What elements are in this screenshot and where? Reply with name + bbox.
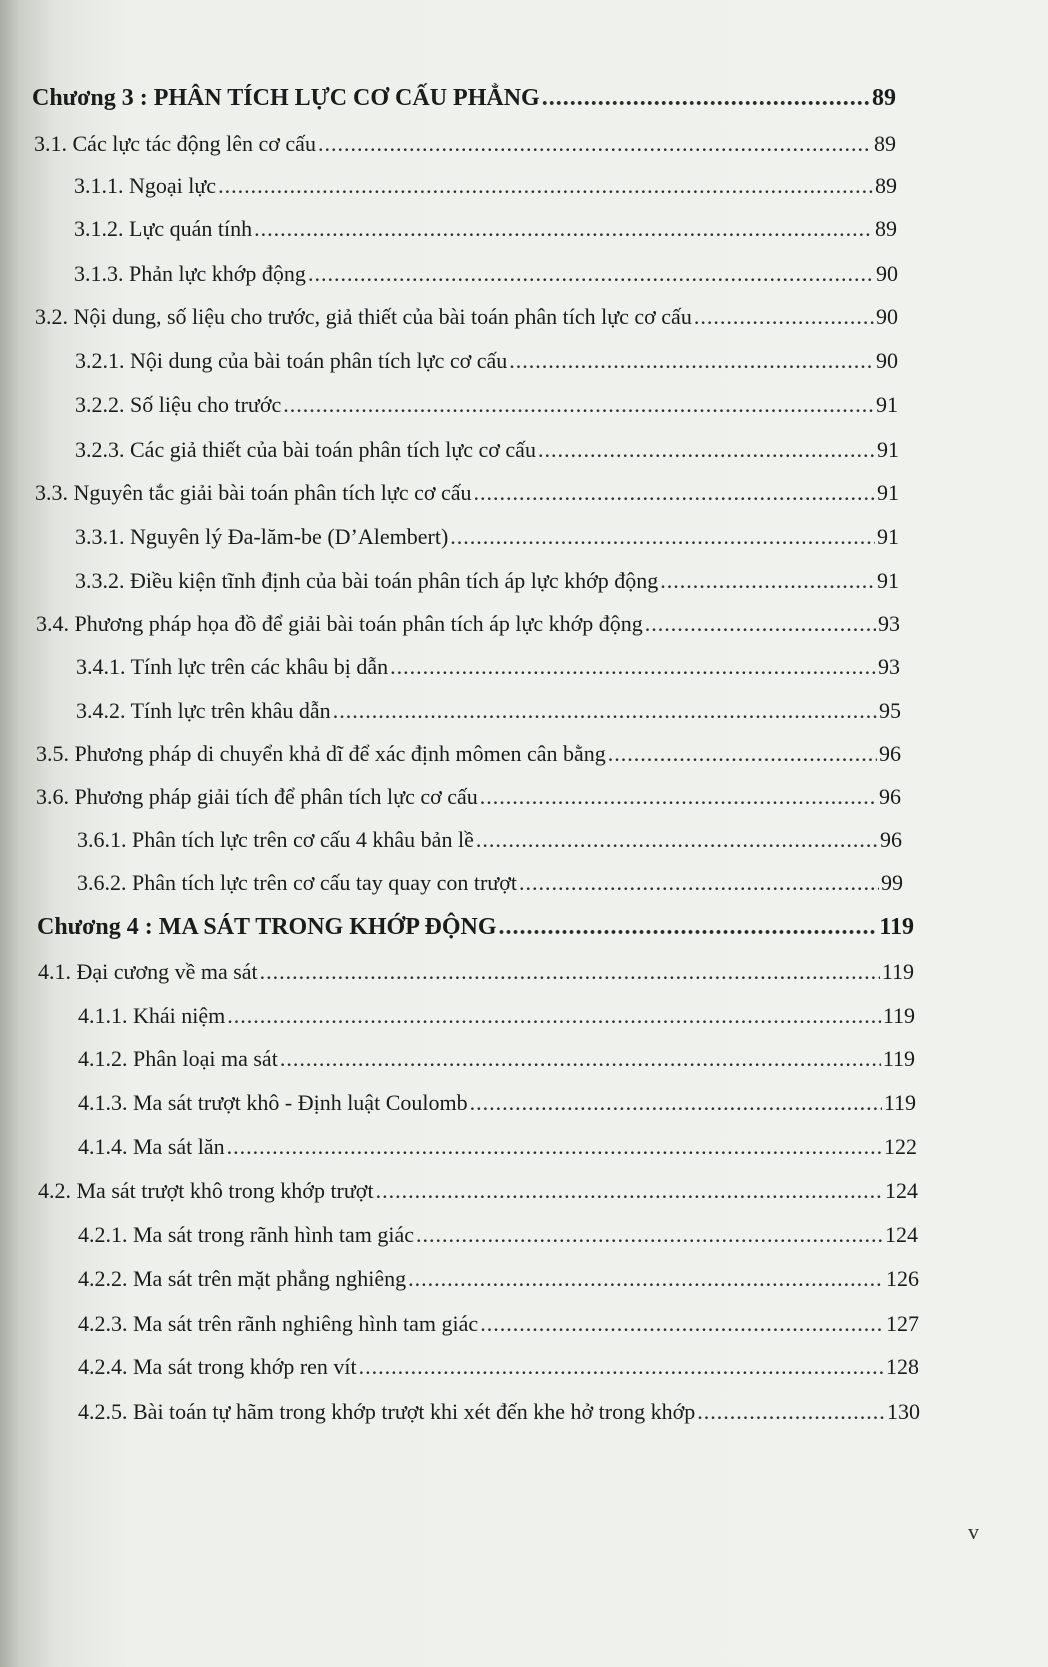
toc-entry-3-4-2[interactable]	[76, 697, 901, 725]
dot-leader	[538, 436, 875, 464]
toc-entry-3-1[interactable]	[34, 130, 896, 158]
toc-entry-title: 3.3. Nguyên tắc giải bài toán phân tích lực cơ cấu	[35, 480, 472, 505]
toc-entry-3-3[interactable]	[35, 479, 899, 507]
toc-entry-chapter-3[interactable]	[32, 84, 896, 112]
toc-entry-title: 3.2.1. Nội dung của bài toán phân tích lực cơ cấu	[75, 348, 508, 373]
toc-entry-page: 119	[883, 1090, 916, 1115]
toc-entry-page: 96	[879, 741, 901, 766]
dot-leader	[376, 1177, 883, 1205]
dot-leader	[480, 1310, 884, 1338]
dot-leader	[608, 740, 877, 768]
toc-entry-title: 4.2.2. Ma sát trên mặt phẳng nghiêng	[78, 1266, 407, 1291]
toc-entry-4-1-3[interactable]	[78, 1089, 916, 1117]
dot-leader	[470, 1089, 882, 1117]
toc-entry-chapter-4[interactable]	[37, 913, 914, 941]
toc-entry-3-2[interactable]	[35, 303, 898, 331]
toc-entry-page: 119	[881, 959, 914, 984]
toc-entry-3-1-2[interactable]	[74, 215, 897, 243]
dot-leader	[509, 347, 874, 375]
toc-entry-4-2-1[interactable]	[78, 1221, 918, 1249]
toc-entry-page: 91	[877, 437, 899, 462]
toc-entry-3-6-2[interactable]	[77, 869, 903, 897]
toc-entry-page: 96	[880, 827, 902, 852]
toc-entry-3-4-1[interactable]	[76, 653, 900, 681]
toc-entry-page: 99	[881, 870, 903, 895]
toc-entry-title: 3.4.1. Tính lực trên các khâu bị dẫn	[76, 654, 389, 679]
toc-entry-page: 93	[878, 654, 900, 679]
dot-leader	[318, 130, 872, 158]
toc-entry-3-4[interactable]	[36, 610, 900, 638]
toc-entry-4-1-1[interactable]	[78, 1002, 915, 1030]
toc-entry-title: 3.6.1. Phân tích lực trên cơ cấu 4 khâu bản lề	[77, 827, 474, 852]
toc-entry-title: 3.5. Phương pháp di chuyển khả dĩ để xác định mômen cân bằng	[36, 741, 606, 766]
toc-entry-page: 91	[877, 480, 899, 505]
dot-leader	[542, 84, 870, 112]
dot-leader	[260, 958, 880, 986]
toc-entry-3-5[interactable]	[36, 740, 901, 768]
toc-entry-title: 4.2.1. Ma sát trong rãnh hình tam giác	[78, 1222, 415, 1247]
toc-entry-3-2-2[interactable]	[75, 391, 898, 419]
toc-entry-page: 124	[885, 1178, 918, 1203]
toc-entry-page: 91	[876, 392, 898, 417]
dot-leader	[308, 260, 874, 288]
toc-entry-title: 3.2.3. Các giả thiết của bài toán phân tích lực cơ cấu	[75, 437, 536, 462]
toc-entry-title: 3.6.2. Phân tích lực trên cơ cấu tay quay con trượt	[77, 870, 517, 895]
toc-entry-page: 90	[876, 304, 898, 329]
dot-leader	[476, 826, 878, 854]
toc-entry-4-1[interactable]	[38, 958, 914, 986]
toc-entry-3-1-3[interactable]	[74, 260, 898, 288]
dot-leader	[390, 653, 876, 681]
dot-leader	[660, 567, 875, 595]
toc-entry-3-3-1[interactable]	[75, 523, 899, 551]
toc-entry-page: 122	[884, 1134, 917, 1159]
toc-entry-title: 3.1.1. Ngoại lực	[74, 173, 217, 198]
dot-leader	[519, 869, 879, 897]
toc-entry-title: 4.2.3. Ma sát trên rãnh nghiêng hình tam giác	[78, 1311, 479, 1336]
dot-leader	[697, 1398, 885, 1426]
toc-entry-page: 89	[875, 173, 897, 198]
toc-entry-4-2-4[interactable]	[78, 1353, 919, 1381]
toc-entry-title: 4.1.3. Ma sát trượt khô - Định luật Coulomb	[78, 1090, 468, 1115]
toc-entry-title: 3.1.2. Lực quán tính	[74, 216, 253, 241]
toc-entry-title: 3.2. Nội dung, số liệu cho trước, giả thiết của bài toán phân tích lực cơ cấu	[35, 304, 692, 329]
toc-entry-page: 91	[877, 568, 899, 593]
toc-entry-title: 4.2.4. Ma sát trong khớp ren vít	[78, 1354, 357, 1379]
dot-leader	[218, 172, 873, 200]
toc-entry-title: 3.4.2. Tính lực trên khâu dẫn	[76, 698, 331, 723]
toc-entry-page: 124	[885, 1222, 918, 1247]
toc-entry-page: 127	[886, 1311, 919, 1336]
page-folio: v	[968, 1519, 979, 1544]
dot-leader	[645, 610, 876, 638]
dot-leader	[474, 479, 875, 507]
toc-entry-3-6-1[interactable]	[77, 826, 902, 854]
toc-entry-3-3-2[interactable]	[75, 567, 899, 595]
toc-entry-page: 119	[879, 914, 914, 940]
toc-entry-3-2-3[interactable]	[75, 436, 899, 464]
toc-entry-page: 91	[877, 524, 899, 549]
toc-entry-title: 3.1. Các lực tác động lên cơ cấu	[34, 131, 316, 156]
dot-leader	[694, 303, 874, 331]
toc-entry-4-2-2[interactable]	[78, 1265, 919, 1293]
toc-entry-title: 4.1.2. Phân loại ma sát	[78, 1046, 278, 1071]
dot-leader	[499, 913, 878, 941]
toc-entry-title: 4.2.5. Bài toán tự hãm trong khớp trượt khi xét đến khe hở trong khớp	[78, 1399, 696, 1424]
toc-entry-title: 4.1.1. Khái niệm	[78, 1003, 226, 1028]
toc-entry-page: 89	[875, 216, 897, 241]
toc-entry-title: 4.1.4. Ma sát lăn	[78, 1134, 225, 1159]
toc-entry-title: Chương 4 : MA SÁT TRONG KHỚP ĐỘNG	[37, 914, 497, 940]
toc-entry-page: 90	[876, 348, 898, 373]
toc-entry-3-6[interactable]	[36, 783, 901, 811]
dot-leader	[333, 697, 877, 725]
toc-entry-page: 89	[874, 131, 896, 156]
dot-leader	[227, 1002, 881, 1030]
toc-entry-page: 93	[878, 611, 900, 636]
dot-leader	[408, 1265, 884, 1293]
toc-entry-3-2-1[interactable]	[75, 347, 898, 375]
toc-entry-title: 3.3.2. Điều kiện tĩnh định của bài toán phân tích áp lực khớp động	[75, 568, 659, 593]
toc-entry-page: 119	[882, 1003, 915, 1028]
toc-entry-4-1-4[interactable]	[78, 1133, 917, 1161]
dot-leader	[227, 1133, 882, 1161]
toc-entry-page: 119	[882, 1046, 915, 1071]
toc-entry-page: 96	[879, 784, 901, 809]
dot-leader	[254, 215, 873, 243]
toc-entry-page: 89	[872, 85, 896, 111]
toc-entry-page: 90	[876, 261, 898, 286]
dot-leader	[450, 523, 875, 551]
toc-entry-title: 3.3.1. Nguyên lý Đa-lăm-be (D’Alembert)	[75, 524, 449, 549]
toc-entry-title: 3.1.3. Phản lực khớp động	[74, 261, 306, 286]
dot-leader	[283, 391, 874, 419]
toc-entry-title: 4.1. Đại cương về ma sát	[38, 959, 258, 984]
toc-entry-title: 3.6. Phương pháp giải tích để phân tích lực cơ cấu	[36, 784, 478, 809]
toc-entry-3-1-1[interactable]	[74, 172, 897, 200]
dot-leader	[480, 783, 877, 811]
toc-entry-page: 126	[886, 1266, 919, 1291]
dot-leader	[416, 1221, 883, 1249]
toc-entry-title: 4.2. Ma sát trượt khô trong khớp trượt	[38, 1178, 374, 1203]
toc-entry-4-2-5[interactable]	[78, 1398, 920, 1426]
toc-entry-title: 3.4. Phương pháp họa đồ để giải bài toán phân tích áp lực khớp động	[36, 611, 643, 636]
toc-entry-page: 128	[886, 1354, 919, 1379]
toc-entry-4-2-3[interactable]	[78, 1310, 919, 1338]
dot-leader	[359, 1353, 884, 1381]
toc-entry-title: 3.2.2. Số liệu cho trước	[75, 392, 282, 417]
toc-entry-title: Chương 3 : PHÂN TÍCH LỰC CƠ CẤU PHẲNG	[32, 85, 540, 111]
toc-entry-4-1-2[interactable]	[78, 1045, 915, 1073]
toc-entry-page: 130	[887, 1399, 920, 1424]
toc-entry-4-2[interactable]	[38, 1177, 918, 1205]
dot-leader	[280, 1045, 881, 1073]
toc-entry-page: 95	[879, 698, 901, 723]
